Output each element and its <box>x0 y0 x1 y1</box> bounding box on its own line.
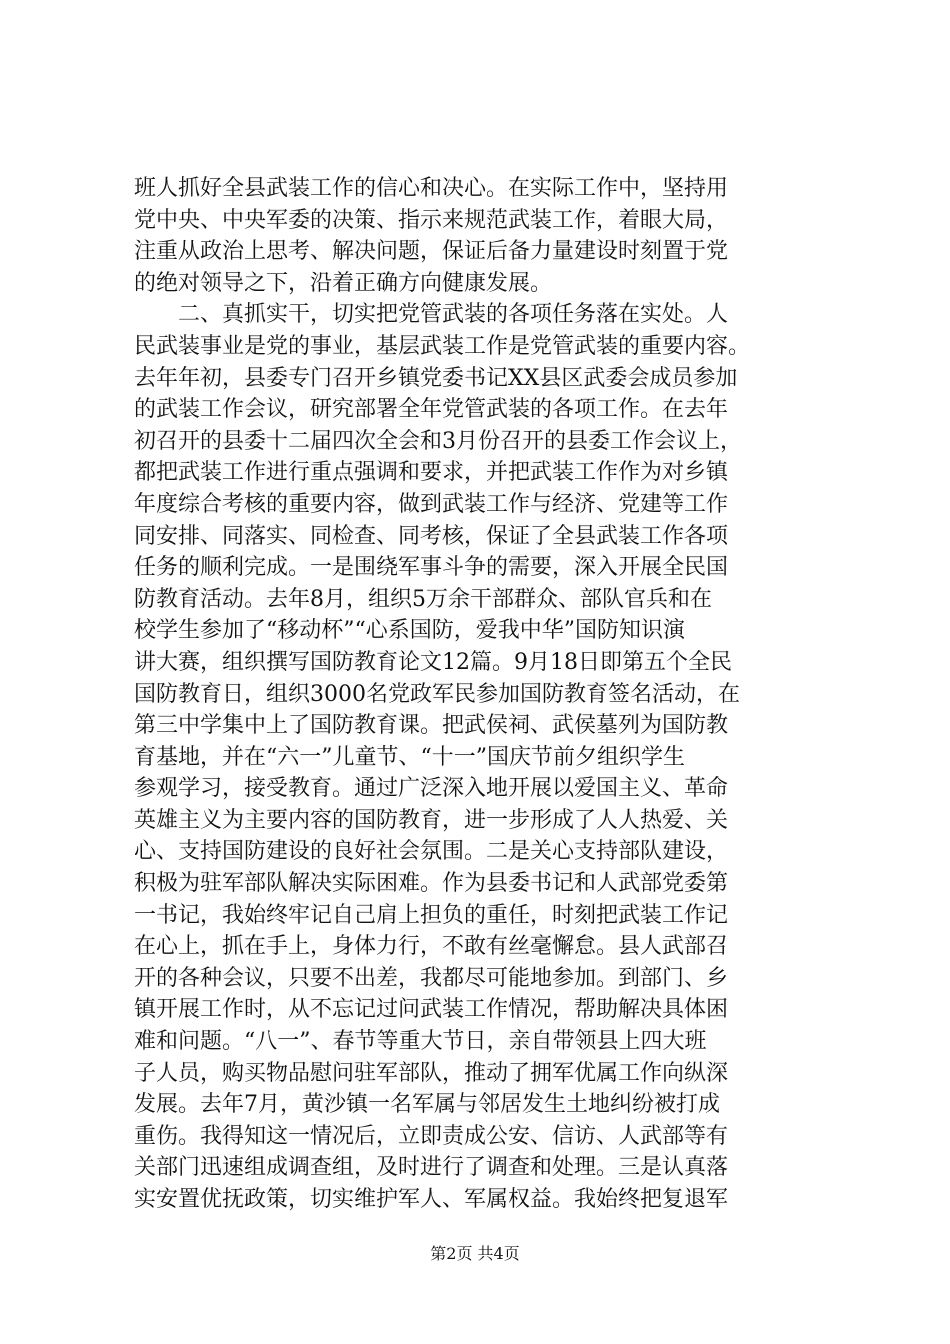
page-footer: 第2页 共4页 <box>430 1244 520 1263</box>
text-line-8: 的武装工作会议，研究部署全年党管武装的各项工作。在去年 <box>134 397 729 423</box>
text-line-17: 国防教育日，组织3000名党政军民参加国防教育签名活动，在 <box>134 681 740 707</box>
text-line-28: 难和问题。“八一”、春节等重大节日，亲自带领县上四大班 <box>134 1029 707 1055</box>
text-line-4: 的绝对领导之下，沿着正确方向健康发展。 <box>134 270 553 296</box>
text-line-23: 积极为驻军部队解决实际困难。作为县委书记和人武部党委第 <box>134 871 729 897</box>
text-line-15: 校学生参加了“移动杯”“心系国防，爱我中华”国防知识演 <box>134 618 685 644</box>
text-line-22: 心、支持国防建设的良好社会氛围。二是关心支持部队建设， <box>134 839 729 865</box>
text-line-6: 民武装事业是党的事业，基层武装工作是党管武装的重要内容。 <box>134 333 751 359</box>
text-line-27: 镇开展工作时，从不忘记过问武装工作情况，帮助解决具体困 <box>134 997 729 1023</box>
text-line-19: 育基地，并在“六一”儿童节、“十一”国庆节前夕组织学生 <box>134 744 685 770</box>
text-line-20: 参观学习，接受教育。通过广泛深入地开展以爱国主义、革命 <box>134 776 729 802</box>
body-text <box>134 173 834 1216</box>
text-line-10: 都把武装工作进行重点强调和要求，并把武装工作作为对乡镇 <box>134 460 729 486</box>
text-line-25: 在心上，抓在手上，身体力行，不敢有丝毫懈怠。县人武部召 <box>134 934 729 960</box>
text-line-13: 任务的顺利完成。一是围绕军事斗争的需要，深入开展全民国 <box>134 555 729 581</box>
text-line-3: 注重从政治上思考、解决问题，保证后备力量建设时刻置于党 <box>134 239 729 265</box>
text-line-24: 一书记，我始终牢记自己肩上担负的重任，时刻把武装工作记 <box>134 902 729 928</box>
text-line-12: 同安排、同落实、同检查、同考核，保证了全县武装工作各项 <box>134 523 729 549</box>
text-line-26: 开的各种会议，只要不出差，我都尽可能地参加。到部门、乡 <box>134 965 729 991</box>
text-line-30: 发展。去年7月，黄沙镇一名军属与邻居发生土地纠纷被打成 <box>134 1092 720 1118</box>
text-line-21: 英雄主义为主要内容的国防教育，进一步形成了人人热爱、关 <box>134 807 729 833</box>
text-line-31: 重伤。我得知这一情况后，立即责成公安、信访、人武部等有 <box>134 1123 729 1149</box>
text-line-32: 关部门迅速组成调查组，及时进行了调查和处理。三是认真落 <box>134 1155 729 1181</box>
text-line-16: 讲大赛，组织撰写国防教育论文12篇。9月18日即第五个全民 <box>134 649 732 675</box>
text-line-9: 初召开的县委十二届四次全会和3月份召开的县委工作会议上， <box>134 428 742 454</box>
text-line-2: 党中央、中央军委的决策、指示来规范武装工作，着眼大局， <box>134 207 729 233</box>
text-line-14: 防教育活动。去年8月，组织5万余干部群众、部队官兵和在 <box>134 586 712 612</box>
text-line-1: 班人抓好全县武装工作的信心和决心。在实际工作中，坚持用 <box>134 176 729 201</box>
text-line-5: 二、真抓实干，切实把党管武装的各项任务落在实处。人 <box>134 302 729 328</box>
text-line-33: 实安置优抚政策，切实维护军人、军属权益。我始终把复退军 <box>134 1187 729 1212</box>
text-line-7: 去年年初，县委专门召开乡镇党委书记XX县区武委会成员参加 <box>134 365 738 391</box>
text-line-11: 年度综合考核的重要内容，做到武装工作与经济、党建等工作 <box>134 491 729 517</box>
text-line-29: 子人员，购买物品慰问驻军部队，推动了拥军优属工作向纵深 <box>134 1060 729 1086</box>
text-line-18: 第三中学集中上了国防教育课。把武侯祠、武侯墓列为国防教 <box>134 713 729 739</box>
